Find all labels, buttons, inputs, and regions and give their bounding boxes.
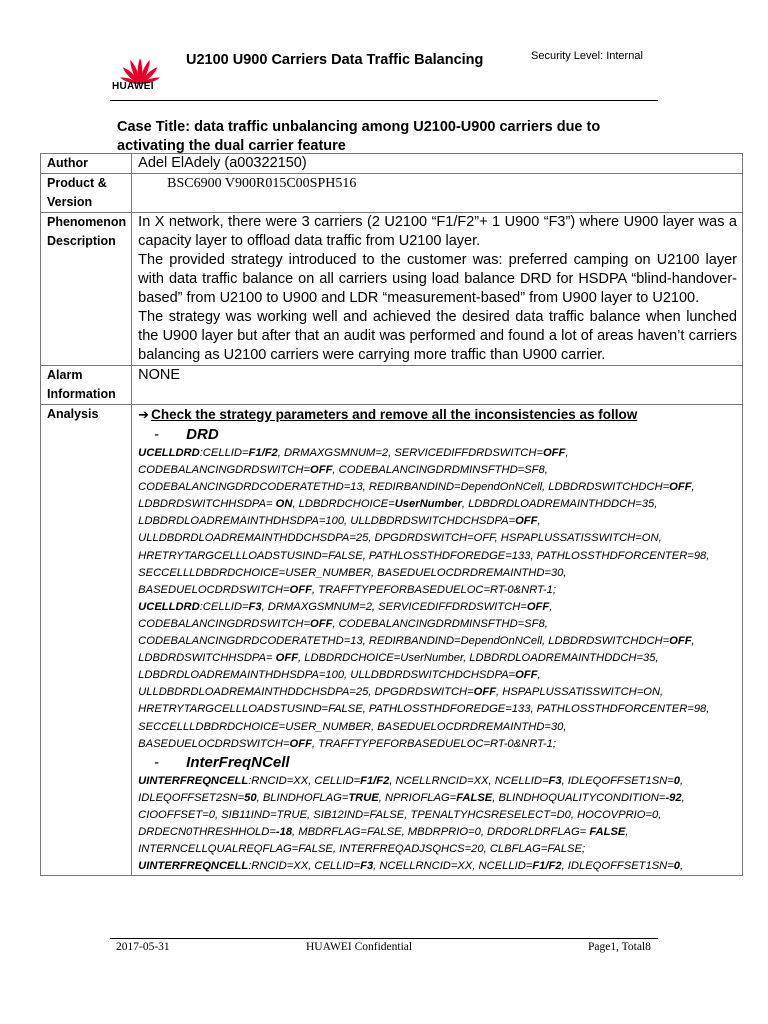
code-line: LDBDRDSWITCHHSDPA= ON, LDBDRDCHOICE=UserNumber, LDBDRDLOADREMAINTHDDCH=35, xyxy=(138,498,658,511)
phenomenon-paragraph: The strategy was working well and achieved the desired data traffic balance when lunched the U900 layer but after that an audit was performed and found a lot of areas haven’t carriers balancing as U2100 carriers were carrying more traffic than U900 carrier. xyxy=(138,309,737,363)
drd-code-block xyxy=(138,445,737,753)
drd-title: DRD xyxy=(186,426,219,443)
code-line: LDBDRDLOADREMAINTHDHSDPA=100, ULLDBDRDSWITCHDCHSDPA=OFF, xyxy=(138,669,541,682)
table-row xyxy=(41,154,743,174)
security-level: Security Level: Internal xyxy=(531,50,643,62)
phenomenon-paragraph: The provided strategy introduced to the customer was: preferred camping on U2100 layer with data traffic balance on all carriers using load balance DRD for HSDPA “blind-handover-based” from U2100 to U900 and LDR “measurement-based” from U900 layer to U2100. xyxy=(138,252,737,306)
arrow-right-icon: ➔ xyxy=(138,407,150,422)
product-value: BSC6900 V900R015C00SPH516 xyxy=(167,176,357,191)
code-line: IDLEQOFFSET2SN=50, BLINDHOFLAG=TRUE, NPRIOFLAG=FALSE, BLINDHOQUALITYCONDITION=-92, xyxy=(138,791,685,804)
code-line: INTERNCELLQUALREQFLAG=FALSE, INTERFREQADJSQHCS=20, CLBFLAG=FALSE; xyxy=(138,843,586,856)
page-footer xyxy=(110,938,658,953)
code-line: CODEBALANCINGDRDCODERATETHD=13, REDIRBANDIND=DependOnNCell, LDBDRDSWITCHDCH=OFF, xyxy=(138,635,695,648)
code-line: BASEDUELOCDRDSWITCH=OFF, TRAFFTYPEFORBASEDUELOC=RT-0&NRT-1; xyxy=(138,583,556,596)
code-line: SECCELLLDBDRDCHOICE=USER_NUMBER, BASEDUELOCDRDREMAINTHD=30, xyxy=(138,566,567,579)
product-label: Product & Version xyxy=(41,174,132,213)
case-table xyxy=(40,153,743,876)
table-row xyxy=(41,213,743,366)
code-line: ULLDBDRDLOADREMAINTHDDCHSDPA=25, DPGDRDSWITCH=OFF, HSPAPLUSSATISSWITCH=ON, xyxy=(138,532,662,545)
code-line: BASEDUELOCDRDSWITCH=OFF, TRAFFTYPEFORBASEDUELOC=RT-0&NRT-1; xyxy=(138,737,556,750)
footer-page: Page1, Total8 xyxy=(588,941,651,953)
phenomenon-cell xyxy=(132,213,743,366)
code-line: SECCELLLDBDRDCHOICE=USER_NUMBER, BASEDUELOCDRDREMAINTHD=30, xyxy=(138,720,567,733)
interfreq-subheading: - InterFreqNCell xyxy=(154,753,290,771)
code-line: HRETRYTARGCELLLOADSTUSIND=FALSE, PATHLOSSTHDFOREDGE=133, PATHLOSSTHDFORCENTER=98, xyxy=(138,703,710,716)
alarm-value: NONE xyxy=(132,366,743,405)
phenomenon-paragraph: In X network, there were 3 carriers (2 U2100 “F1/F2”+ 1 U900 “F3”) where U900 layer was a capacity layer to offload data traffic from U2100 layer. xyxy=(138,214,737,249)
interfreq-code-block xyxy=(138,773,737,876)
code-line: CODEBALANCINGDRDCODERATETHD=13, REDIRBANDIND=DependOnNCell, LDBDRDSWITCHDCH=OFF, xyxy=(138,481,695,494)
footer-date: 2017-05-31 xyxy=(116,941,170,953)
code-line: HRETRYTARGCELLLOADSTUSIND=FALSE, PATHLOSSTHDFOREDGE=133, PATHLOSSTHDFORCENTER=98, xyxy=(138,549,710,562)
table-row xyxy=(41,366,743,405)
interfreq-title: InterFreqNCell xyxy=(186,753,290,771)
footer-confidential: HUAWEI Confidential xyxy=(306,941,413,953)
analysis-cell xyxy=(132,405,743,876)
code-line: UCELLDRD:CELLID=F3, DRMAXGSMNUM=2, SERVICEDIFFDRDSWITCH=OFF, xyxy=(138,600,553,613)
phenomenon-label: Phenomenon Description xyxy=(41,213,132,366)
analysis-heading: Check the strategy parameters and remove all the inconsistencies as follow xyxy=(151,407,638,422)
drd-subheading: - DRD xyxy=(154,426,219,443)
case-title: Case Title: data traffic unbalancing among U2100-U900 carriers due to activating the dual carrier feature xyxy=(117,119,601,154)
code-line: UCELLDRD:CELLID=F1/F2, DRMAXGSMNUM=2, SERVICEDIFFDRDSWITCH=OFF, xyxy=(138,447,569,459)
table-row xyxy=(41,174,743,213)
code-line: UINTERFREQNCELL:RNCID=XX, CELLID=F3, NCELLRNCID=XX, NCELLID=F1/F2, IDLEQOFFSET1SN=0, xyxy=(138,860,684,873)
code-line: LDBDRDLOADREMAINTHDHSDPA=100, ULLDBDRDSWITCHDCHSDPA=OFF, xyxy=(138,515,541,528)
document-title: U2100 U900 Carriers Data Traffic Balancing xyxy=(186,52,484,68)
analysis-label: Analysis xyxy=(41,405,132,876)
code-line: DRDECN0THRESHHOLD=-18, MBDRFLAG=FALSE, MBDRPRIO=0, DRDORLDRFLAG= FALSE, xyxy=(138,825,629,838)
code-line: LDBDRDSWITCHHSDPA= OFF, LDBDRDCHOICE=UserNumber, LDBDRDLOADREMAINTHDDCH=35, xyxy=(138,652,659,665)
code-line: CODEBALANCINGDRDSWITCH=OFF, CODEBALANCINGDRDMINSFTHD=SF8, xyxy=(138,617,548,630)
page-header xyxy=(110,44,658,101)
code-line: UINTERFREQNCELL:RNCID=XX, CELLID=F1/F2, NCELLRNCID=XX, NCELLID=F3, IDLEQOFFSET1SN=0, xyxy=(138,774,684,787)
logo-wordmark: HUAWEI xyxy=(112,81,154,92)
code-line: CIOOFFSET=0, SIB11IND=TRUE, SIB12IND=FALSE, TPENALTYHCSRESELECT=D0, HOCOVPRIO=0, xyxy=(138,808,662,821)
code-line: CODEBALANCINGDRDSWITCH=OFF, CODEBALANCINGDRDMINSFTHD=SF8, xyxy=(138,464,548,477)
author-value: Adel ElAdely (a00322150) xyxy=(132,154,743,174)
table-row xyxy=(41,405,743,876)
code-line: ULLDBDRDLOADREMAINTHDDCHSDPA=25, DPGDRDSWITCH=OFF, HSPAPLUSSATISSWITCH=ON, xyxy=(138,686,664,699)
alarm-label: Alarm Information xyxy=(41,366,132,405)
product-cell xyxy=(132,174,743,213)
author-label: Author xyxy=(41,154,132,174)
